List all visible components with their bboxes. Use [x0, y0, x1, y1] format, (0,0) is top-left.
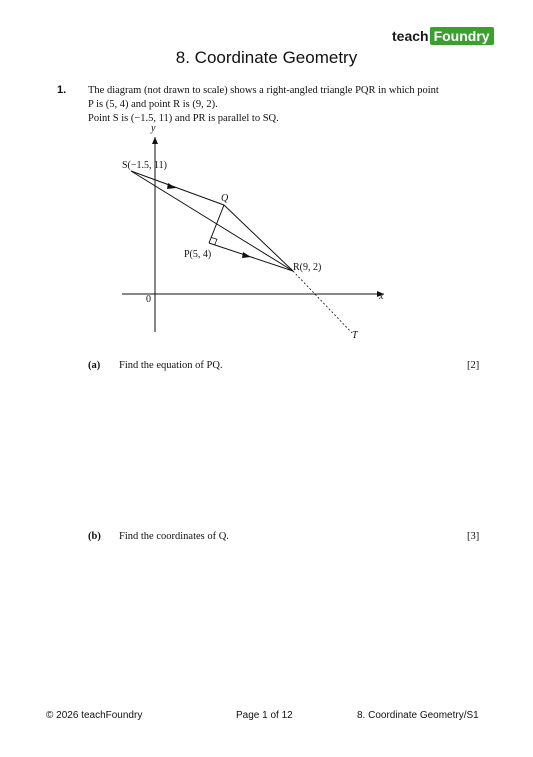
- label-t: T: [352, 330, 358, 341]
- y-axis-label: y: [151, 123, 156, 134]
- label-s: S(−1.5, 11): [122, 160, 167, 171]
- part-b-marks: [3]: [467, 531, 480, 542]
- question-line-3: Point S is (−1.5, 11) and PR is parallel to SQ.: [88, 113, 279, 124]
- label-q: Q: [221, 193, 229, 204]
- footer-page-number: Page 1 of 12: [236, 710, 293, 721]
- label-r: R(9, 2): [293, 262, 322, 273]
- question-line-1: The diagram (not drawn to scale) shows a right-angled triangle PQR in which point: [88, 85, 439, 96]
- parallel-arrow-sq: [167, 183, 176, 189]
- triangle-diagram: [95, 120, 395, 345]
- parallel-arrow-pr: [242, 252, 251, 258]
- part-a-marks: [2]: [467, 360, 480, 371]
- part-a-label: (a): [88, 360, 101, 371]
- brand-teach: teach: [392, 28, 429, 44]
- brand-foundry: Foundry: [430, 27, 494, 45]
- question-number: 1.: [57, 84, 67, 96]
- x-axis-label: x: [379, 291, 384, 302]
- part-b-label: (b): [88, 531, 101, 542]
- footer-reference: 8. Coordinate Geometry/S1: [357, 710, 479, 721]
- part-a-text: Find the equation of PQ.: [119, 360, 223, 371]
- question-line-2: P is (5, 4) and point R is (9, 2).: [88, 99, 218, 110]
- brand-logo: [392, 27, 494, 45]
- line-qr: [224, 205, 293, 271]
- origin-label: 0: [146, 294, 151, 305]
- part-b-text: Find the coordinates of Q.: [119, 531, 229, 542]
- page-title: 8. Coordinate Geometry: [175, 48, 358, 67]
- footer-copyright: © 2026 teachFoundry: [46, 710, 143, 721]
- label-p: P(5, 4): [184, 249, 212, 260]
- line-rt: [293, 271, 352, 333]
